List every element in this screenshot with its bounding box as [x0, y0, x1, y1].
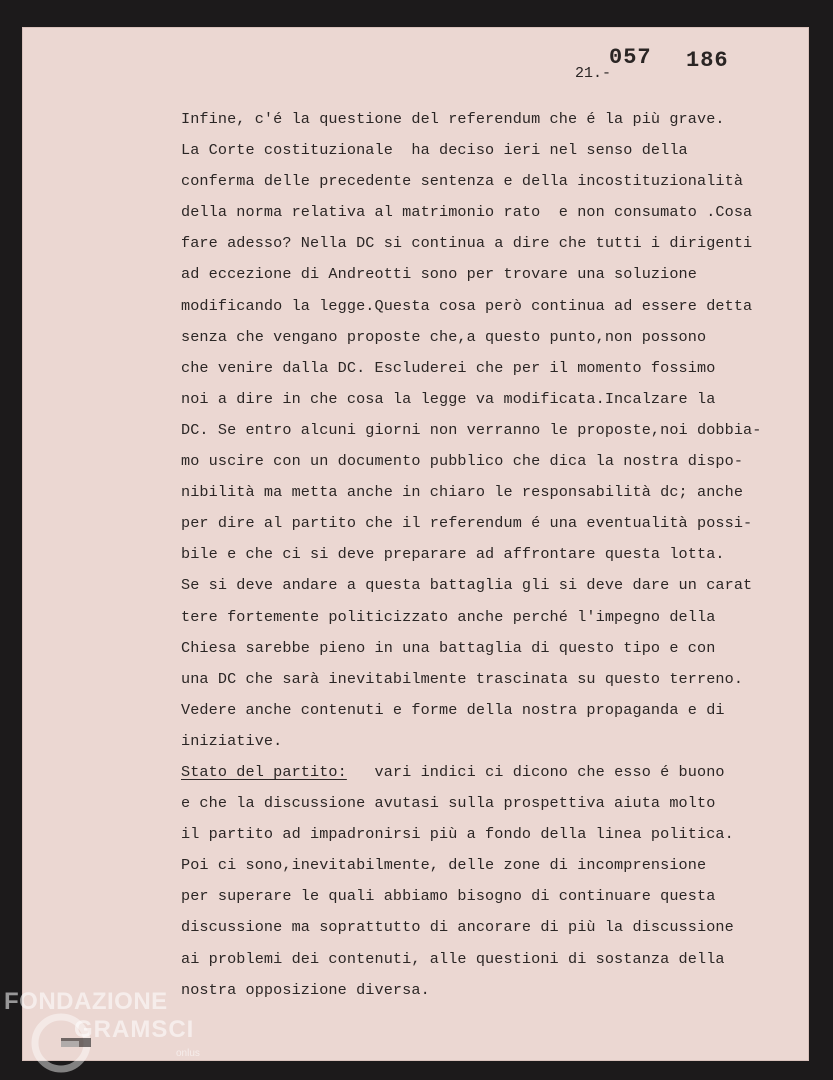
archive-number-secondary: 186 — [686, 48, 729, 73]
text-line: Vedere anche contenuti e forme della nostra propaganda e di — [181, 700, 725, 719]
text-line: Infine, c'é la questione del referendum che é la più grave. — [181, 110, 725, 128]
text-line: DC. Se entro alcuni giorni non verranno le proposte,noi dobbia- — [181, 420, 762, 439]
text-line: e che la discussione avutasi sulla prospettiva aiuta molto — [181, 794, 716, 813]
watermark-line-2: GRAMSCI — [74, 1016, 195, 1043]
text-line: mo uscire con un documento pubblico che dica la nostra dispo- — [181, 452, 744, 471]
archive-number: 057 — [609, 45, 652, 70]
text-line: noi a dire in che cosa la legge va modificata.Incalzare la — [181, 389, 716, 408]
text-line: tere fortemente politicizzato anche perché l'impegno della — [181, 607, 716, 626]
text-line: per dire al partito che il referendum é una eventualità possi- — [181, 514, 753, 533]
text-line: iniziative. — [181, 731, 283, 750]
text-line: ai problemi dei contenuti, alle questioni di sostanza della — [181, 949, 725, 968]
text-line: Poi ci sono,inevitabilmente, delle zone di incomprensione — [181, 856, 707, 875]
page-number: 21.- — [575, 65, 612, 82]
text-line: della norma relativa al matrimonio rato e non consumato .Cosa — [181, 203, 753, 222]
typescript-body — [181, 104, 791, 1006]
section-heading: Stato del partito: — [181, 762, 347, 781]
text-line: per superare le quali abbiamo bisogno di continuare questa — [181, 887, 716, 906]
text-line: Se si deve andare a questa battaglia gli si deve dare un carat — [181, 576, 753, 595]
text-line: ad eccezione di Andreotti sono per trovare una soluzione — [181, 265, 697, 284]
watermark-line-3: onlus — [176, 1048, 200, 1059]
text-line: senza che vengano proposte che,a questo punto,non possono — [181, 327, 707, 346]
text-line: il partito ad impadronirsi più a fondo della linea politica. — [181, 825, 734, 844]
text-line: conferma delle precedente sentenza e della incostituzionalità — [181, 172, 744, 191]
text-line: che venire dalla DC. Escluderei che per il momento fossimo — [181, 358, 716, 377]
text-line: bile e che ci si deve preparare ad affrontare questa lotta. — [181, 545, 725, 564]
text-line: fare adesso? Nella DC si continua a dire che tutti i dirigenti — [181, 234, 753, 253]
text-line: nostra opposizione diversa. — [181, 980, 430, 999]
section-first-line — [181, 757, 791, 788]
text-line: discussione ma soprattutto di ancorare di più la discussione — [181, 918, 734, 937]
text-line: nibilità ma metta anche in chiaro le responsabilità dc; anche — [181, 483, 744, 502]
text-line: La Corte costituzionale ha deciso ieri nel senso della — [181, 141, 688, 160]
text-line: modificando la legge.Questa cosa però continua ad essere detta — [181, 296, 753, 315]
watermark-line-1: FONDAZIONE — [4, 988, 168, 1015]
section-first-line-text: vari indici ci dicono che esso é buono — [346, 762, 725, 781]
text-line: Chiesa sarebbe pieno in una battaglia di questo tipo e con — [181, 638, 716, 657]
text-line: una DC che sarà inevitabilmente trascinata su questo terreno. — [181, 669, 744, 688]
